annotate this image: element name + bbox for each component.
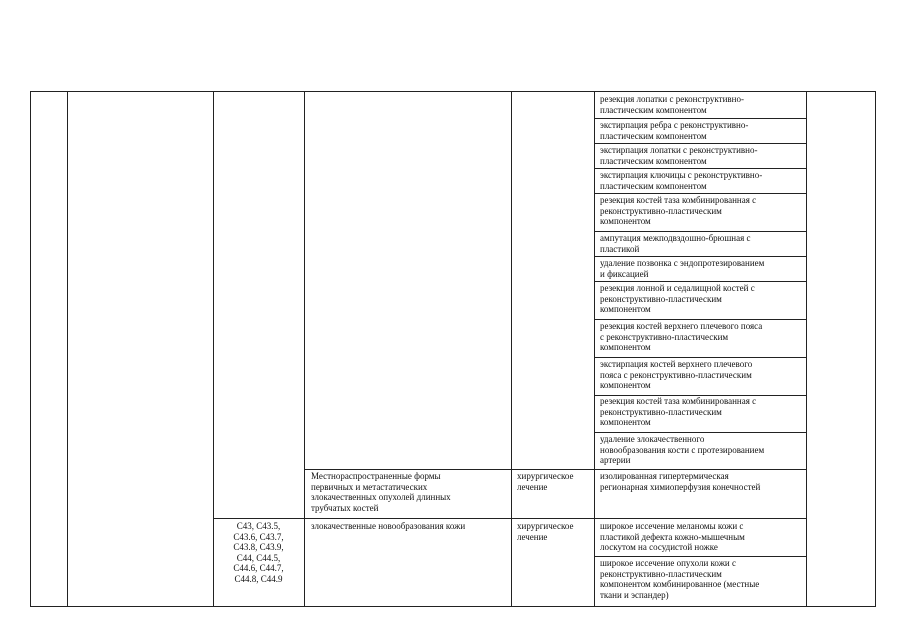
- method-text: [600, 195, 756, 227]
- method-text: [600, 321, 762, 353]
- text-line: пластическим компонентом: [600, 155, 707, 166]
- method-text: [600, 283, 755, 315]
- text-line: лечение: [517, 481, 548, 492]
- text-line: трубчатых костей: [311, 502, 379, 513]
- text-line: компонентом: [600, 342, 651, 353]
- text-line: изолированная гипертермическая: [600, 471, 729, 481]
- text-line: компонентом: [600, 417, 651, 428]
- text-line: лечение: [517, 531, 548, 542]
- text-line: регионарная химиоперфузия конечностей: [600, 481, 761, 492]
- column-divider: [511, 91, 512, 607]
- text-line: компонентом: [600, 216, 651, 227]
- column-divider: [67, 91, 68, 607]
- text-line: компонентом: [600, 380, 651, 391]
- text-line: с реконструктивно-пластическим: [600, 331, 729, 342]
- text-line: резекция костей таза комбинированная с: [600, 195, 757, 205]
- diagnosis-text: [311, 471, 451, 513]
- method-text: [600, 170, 762, 191]
- icd-codes: [214, 521, 303, 585]
- method-text: [600, 396, 756, 428]
- text-line: C44, C44.5,: [236, 552, 281, 563]
- row-divider: [594, 231, 806, 232]
- treatment-text: [517, 471, 573, 492]
- row-divider: [594, 556, 806, 557]
- method-text: [600, 359, 752, 391]
- text-line: широкое иссечение меланомы кожи с: [600, 521, 744, 531]
- row-divider: [304, 469, 806, 470]
- row-divider: [594, 168, 806, 169]
- treatment-text: [517, 521, 573, 542]
- row-divider: [594, 432, 806, 433]
- text-line: ткани и эспандер): [600, 589, 669, 600]
- method-text: [600, 94, 744, 115]
- text-line: удаление позвонка с эндопротезированием: [600, 258, 765, 268]
- text-line: злокачественные новообразования кожи: [311, 521, 466, 531]
- text-line: реконструктивно-пластическим: [600, 406, 722, 417]
- text-line: экстирпация лопатки с реконструктивно-: [600, 145, 758, 155]
- row-divider: [594, 193, 806, 194]
- text-line: ампутация межподвздошно-брюшная с: [600, 233, 751, 243]
- text-line: экстирпация ребра с реконструктивно-: [600, 120, 749, 130]
- column-divider: [304, 91, 305, 607]
- text-line: пластикой дефекта кожно-мышечным: [600, 531, 745, 542]
- method-text: [600, 521, 745, 553]
- column-divider: [806, 91, 807, 607]
- text-line: пластическим компонентом: [600, 104, 707, 115]
- text-line: компонентом комбинированное (местные: [600, 579, 760, 590]
- diagnosis-text: [311, 521, 465, 532]
- row-divider: [594, 319, 806, 320]
- text-line: и фиксацией: [600, 268, 649, 279]
- text-line: широкое иссечение опухоли кожи с: [600, 558, 736, 568]
- text-line: пластическим компонентом: [600, 130, 707, 141]
- text-line: хирургическое: [517, 471, 574, 481]
- method-text: [600, 145, 758, 166]
- row-divider: [594, 357, 806, 358]
- row-divider: [594, 281, 806, 282]
- row-divider: [594, 143, 806, 144]
- text-line: экстирпация ключицы с реконструктивно-: [600, 170, 763, 180]
- text-line: C44.8, C44.9: [234, 573, 283, 584]
- row-divider: [213, 518, 806, 519]
- row-divider: [594, 118, 806, 119]
- text-line: пластическим компонентом: [600, 180, 707, 191]
- method-text: [600, 471, 760, 492]
- text-line: реконструктивно-пластическим: [600, 293, 722, 304]
- text-line: артерии: [600, 455, 631, 466]
- text-line: первичных и метастатических: [311, 481, 428, 492]
- text-line: C43.6, C43.7,: [233, 531, 284, 542]
- method-text: [600, 233, 751, 254]
- text-line: пояса с реконструктивно-пластическим: [600, 369, 752, 380]
- text-line: хирургическое: [517, 521, 574, 531]
- text-line: резекция костей верхнего плечевого пояса: [600, 321, 763, 331]
- method-text: [600, 258, 764, 279]
- text-line: реконструктивно-пластическим: [600, 205, 722, 216]
- text-line: удаление злокачественного: [600, 434, 705, 444]
- row-divider: [594, 256, 806, 257]
- method-text: [600, 434, 764, 466]
- text-line: C43.8, C43.9,: [233, 542, 284, 553]
- method-text: [600, 558, 759, 600]
- method-text: [600, 120, 748, 141]
- text-line: компонентом: [600, 304, 651, 315]
- text-line: резекция лонной и седалищной костей с: [600, 283, 755, 293]
- text-line: новообразования кости с протезированием: [600, 444, 765, 455]
- text-line: реконструктивно-пластическим: [600, 568, 722, 579]
- text-line: экстирпация костей верхнего плечевого: [600, 359, 753, 369]
- text-line: резекция лопатки с реконструктивно-: [600, 94, 744, 104]
- text-line: злокачественных опухолей длинных: [311, 492, 451, 503]
- text-line: C43, C43.5,: [236, 521, 281, 531]
- text-line: пластикой: [600, 243, 640, 254]
- text-line: резекция костей таза комбинированная с: [600, 396, 757, 406]
- text-line: Местнораспространенные формы: [311, 471, 441, 481]
- text-line: C44.6, C44.7,: [233, 563, 284, 574]
- text-line: лоскутом на сосудистой ножке: [600, 542, 718, 553]
